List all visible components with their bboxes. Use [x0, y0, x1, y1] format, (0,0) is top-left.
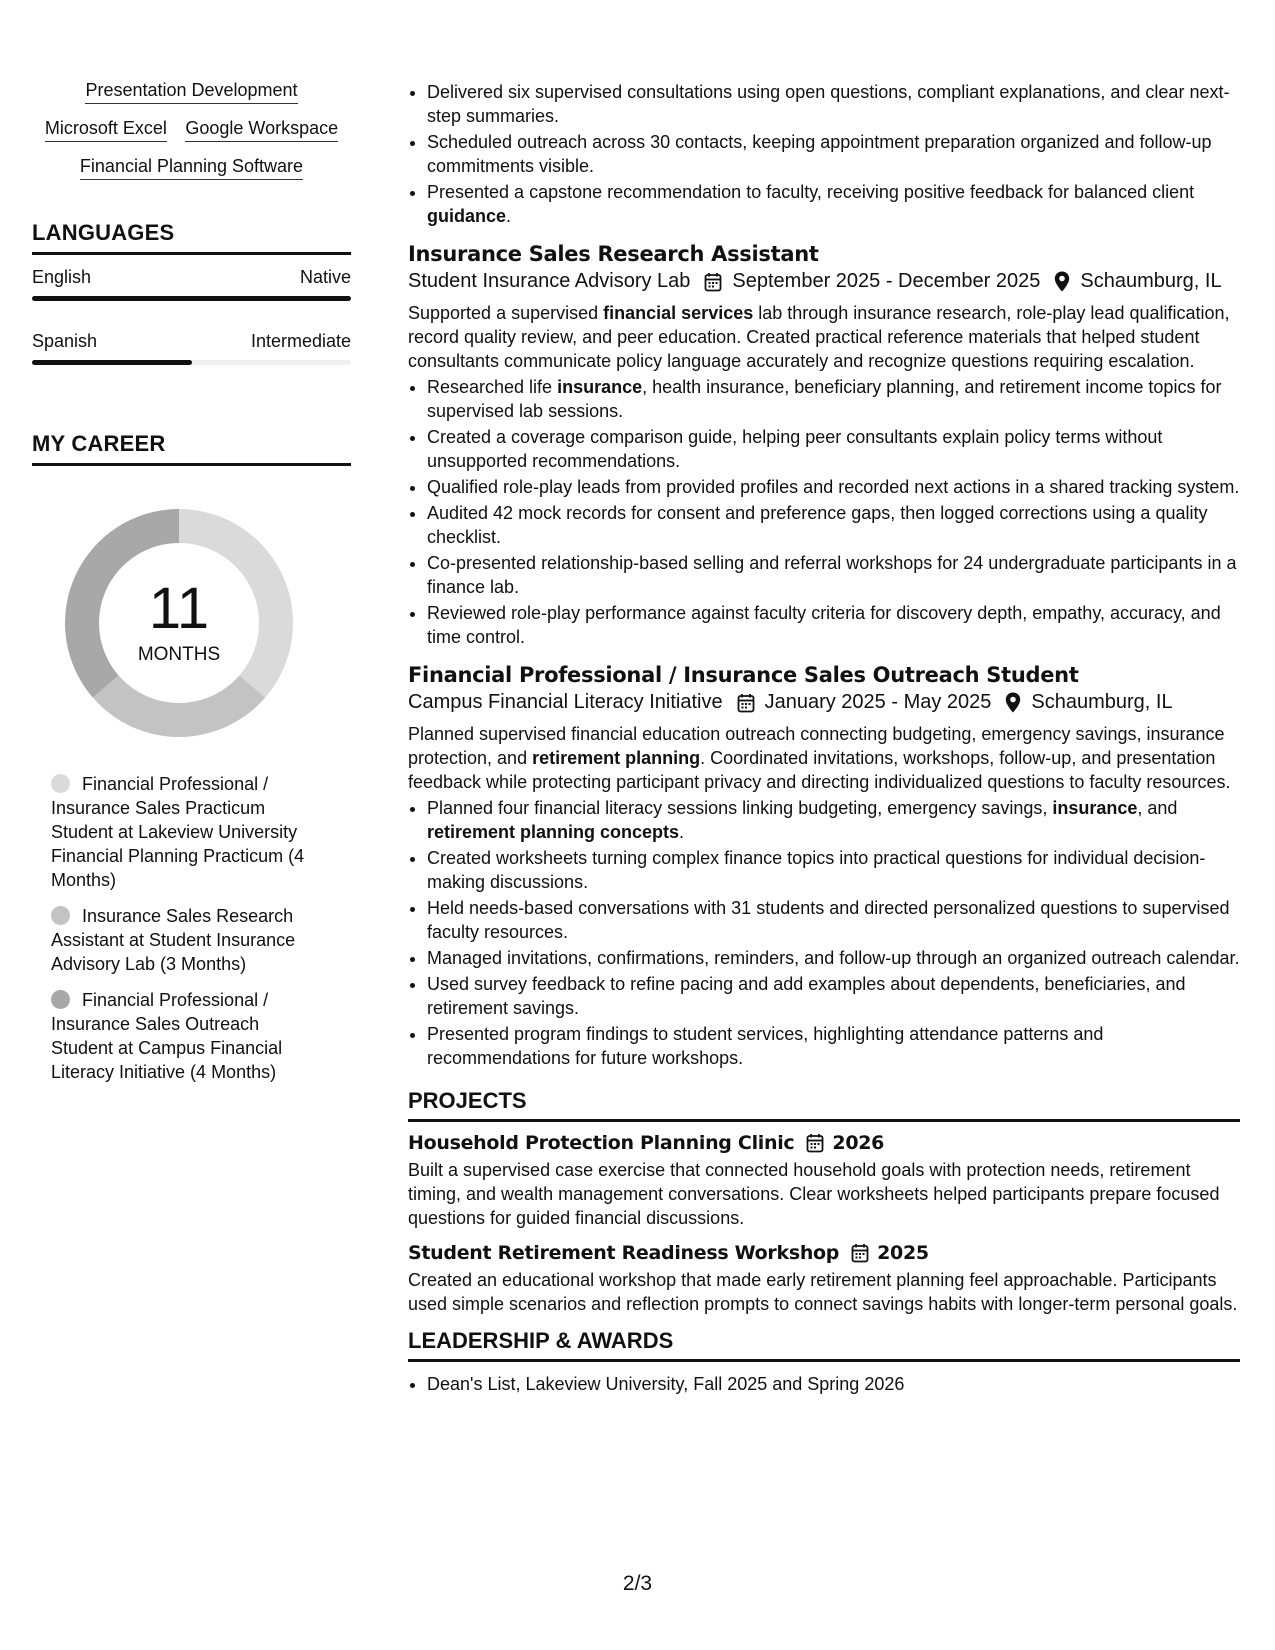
project-year: 2025	[877, 1242, 929, 1264]
project-entry	[408, 1132, 1240, 1230]
calendar-icon	[806, 1133, 824, 1153]
bullet-item: • Managed invitations, confirmations, reminders, and follow-up through an organized outreach calendar.	[427, 946, 1240, 970]
job-meta	[408, 691, 1240, 714]
career-legend-item	[51, 904, 321, 976]
project-title-row	[408, 1242, 1240, 1264]
job-meta	[408, 270, 1240, 293]
job-dates: January 2025 - May 2025	[764, 691, 992, 713]
bullet-item: • Created a coverage comparison guide, helping peer consultants explain policy terms without unsupported recommendations.	[427, 425, 1240, 473]
skill-tag: Google Workspace	[185, 118, 338, 142]
skill-tag: Microsoft Excel	[45, 118, 167, 142]
language-proficiency-bar	[32, 296, 351, 301]
skill-tag: Financial Planning Software	[80, 156, 303, 180]
bullet-item: • Co-presented relationship-based selling and referral workshops for 24 undergraduate participants in a finance lab.	[427, 551, 1240, 599]
legend-dot-icon	[51, 906, 70, 925]
job-summary: Supported a supervised financial services lab through insurance research, role-play lead qualification, record quality review, and peer education. Created practical reference materials that helped student consultants communicate policy language accurately and recognize questions requiring escalation.	[408, 303, 1230, 371]
job-entry	[408, 663, 1240, 1070]
languages-list	[32, 267, 351, 365]
projects-list	[408, 1132, 1240, 1316]
job-entry	[408, 242, 1240, 649]
career-legend-label: Financial Professional / Insurance Sales Outreach Student at Campus Financial Literacy Initiative (4 Months)	[51, 990, 283, 1082]
career-total-months: 11	[148, 576, 210, 641]
skill-tag: Presentation Development	[85, 80, 297, 104]
job-location: Schaumburg, IL	[1031, 691, 1173, 713]
job-bullets	[408, 375, 1240, 649]
language-proficiency-fill	[32, 360, 192, 365]
job-summary: Planned supervised financial education outreach connecting budgeting, emergency savings, insurance protection, and retirement planning. Coordinated invitations, workshops, follow-up, and presentation feedback while protecting participant privacy and directing individualized questions to faculty resources.	[408, 724, 1231, 792]
bullet-item: • Held needs-based conversations with 31 students and directed personalized questions to supervised faculty resources.	[427, 896, 1240, 944]
previous-job-bullets	[408, 80, 1240, 228]
bullet-item: • Delivered six supervised consultations using open questions, compliant explanations, and clear next-step summaries.	[427, 80, 1240, 128]
career-legend-label: Financial Professional / Insurance Sales Practicum Student at Lakeview University Financial Planning Practicum (4 Months)	[51, 774, 305, 890]
bullet-item: • Used survey feedback to refine pacing and add examples about dependents, beneficiaries, and retirement savings.	[427, 972, 1240, 1020]
main-content	[408, 80, 1240, 1398]
language-item	[32, 331, 351, 365]
job-organization: Campus Financial Literacy Initiative	[408, 691, 723, 713]
project-year: 2026	[832, 1132, 885, 1154]
bullet-item: • Reviewed role-play performance against faculty criteria for discovery depth, empathy, accuracy, and time control.	[427, 601, 1240, 649]
job-location: Schaumburg, IL	[1080, 270, 1222, 292]
languages-heading: LANGUAGES	[32, 220, 351, 255]
award-item: • Dean's List, Lakeview University, Fall 2025 and Spring 2026	[427, 1372, 1240, 1396]
job-title: Insurance Sales Research Assistant	[408, 242, 819, 266]
experience-list	[408, 242, 1240, 1070]
career-donut-chart	[64, 508, 294, 738]
language-name: English	[32, 267, 92, 287]
career-total-unit: MONTHS	[137, 644, 221, 665]
project-title-row	[408, 1132, 1240, 1154]
project-description: Built a supervised case exercise that connected household goals with protection needs, retirement timing, and wealth management conversations. Clear worksheets helped participants prepare focused questions for guided financial discussions.	[408, 1160, 1220, 1228]
sidebar	[32, 80, 351, 1096]
legend-dot-icon	[51, 990, 70, 1009]
job-bullets	[408, 796, 1240, 1070]
bullet-item: • Presented program findings to student services, highlighting attendance patterns and recommendations for future workshops.	[427, 1022, 1240, 1070]
leadership-heading: LEADERSHIP & AWARDS	[408, 1328, 1240, 1362]
page-number: 2/3	[622, 1572, 653, 1595]
language-proficiency-bar	[32, 360, 351, 365]
job-dates: September 2025 - December 2025	[732, 270, 1041, 292]
bullet-item: • Qualified role-play leads from provided profiles and recorded next actions in a shared tracking system.	[427, 475, 1240, 499]
language-item	[32, 267, 351, 301]
career-legend	[51, 772, 321, 1084]
bullet-item: • Researched life insurance, health insurance, beneficiary planning, and retirement income topics for supervised lab sessions.	[427, 375, 1240, 423]
location-pin-icon	[1054, 271, 1070, 292]
language-name: Spanish	[32, 331, 98, 351]
job-title: Financial Professional / Insurance Sales Outreach Student	[408, 663, 1079, 687]
language-level: Native	[299, 267, 351, 287]
career-legend-item	[51, 772, 321, 892]
language-level: Intermediate	[250, 331, 351, 351]
project-entry	[408, 1242, 1240, 1316]
bullet-item: • Presented a capstone recommendation to faculty, receiving positive feedback for balanced client guidance.	[427, 180, 1240, 228]
legend-dot-icon	[51, 774, 70, 793]
career-heading: MY CAREER	[32, 431, 351, 466]
job-organization: Student Insurance Advisory Lab	[408, 270, 691, 292]
bullet-item: • Audited 42 mock records for consent and preference gaps, then logged corrections using a quality checklist.	[427, 501, 1240, 549]
bullet-item: • Scheduled outreach across 30 contacts, keeping appointment preparation organized and follow-up commitments visible.	[427, 130, 1240, 178]
location-pin-icon	[1005, 692, 1021, 713]
projects-heading: PROJECTS	[408, 1088, 1240, 1122]
bullet-item: • Created worksheets turning complex finance topics into practical questions for individual decision-making discussions.	[427, 846, 1240, 894]
project-description: Created an educational workshop that made early retirement planning feel approachable. Participants used simple scenarios and reflection prompts to connect savings habits with longer-term personal goals.	[408, 1270, 1238, 1314]
career-legend-label: Insurance Sales Research Assistant at Student Insurance Advisory Lab (3 Months)	[51, 906, 296, 974]
project-title: Household Protection Planning Clinic	[408, 1132, 795, 1154]
project-title: Student Retirement Readiness Workshop	[408, 1242, 840, 1264]
language-proficiency-fill	[32, 296, 351, 301]
leadership-list	[408, 1372, 1240, 1396]
skills-list	[32, 80, 351, 180]
career-legend-item	[51, 988, 321, 1084]
calendar-icon	[851, 1243, 869, 1263]
bullet-item: • Planned four financial literacy sessions linking budgeting, emergency savings, insurance, and retirement planning concepts.	[427, 796, 1240, 844]
calendar-icon	[704, 272, 722, 292]
calendar-icon	[737, 693, 755, 713]
